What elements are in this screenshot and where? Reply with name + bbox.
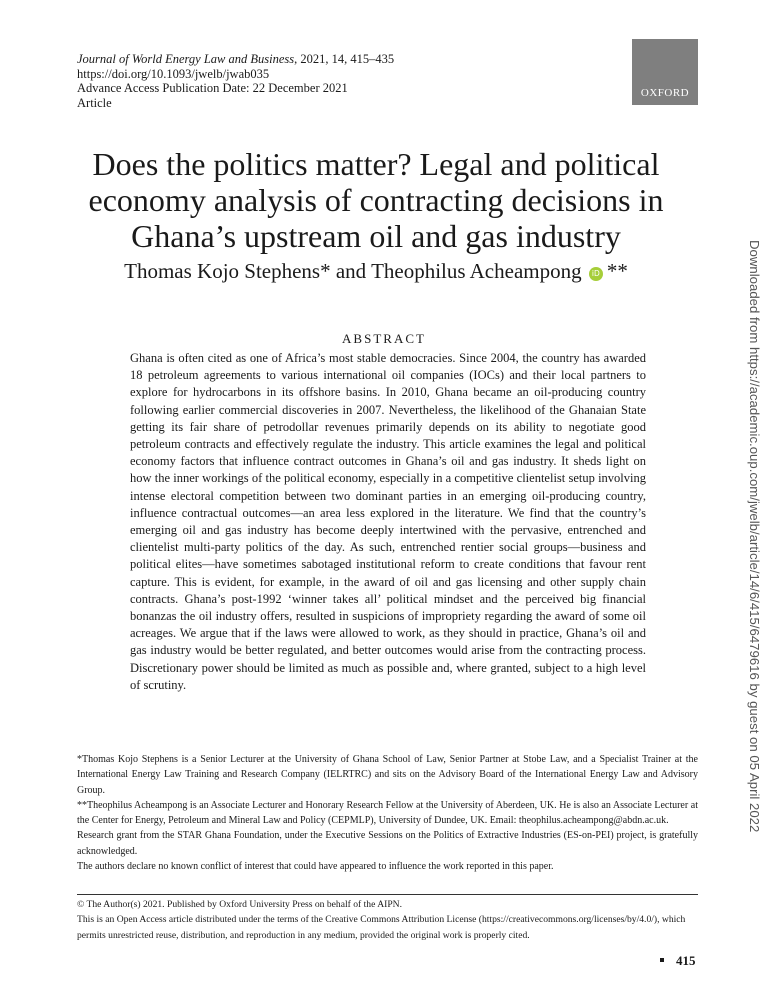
doi-link[interactable]: https://doi.org/10.1093/jwelb/jwab035 xyxy=(77,66,270,81)
journal-name: Journal of World Energy Law and Business xyxy=(77,52,295,66)
footnote: The authors declare no known conflict of interest that could have appeared to influence the work reported in this paper. xyxy=(77,861,554,873)
orcid-icon[interactable]: iD xyxy=(589,267,603,281)
author-name: Theophilus Acheampong xyxy=(371,259,582,283)
copyright-line: © The Author(s) 2021. Published by Oxford University Press on behalf of the AIPN. xyxy=(77,899,403,910)
article-title: Does the politics matter? Legal and political economy analysis of contracting decisions in Ghana’s upstream oil and gas industry xyxy=(88,146,664,254)
footnotes xyxy=(77,752,698,874)
article-type: Article xyxy=(77,95,112,110)
license-block xyxy=(77,897,698,943)
footnote: **Theophilus Acheampong is an Associate Lecturer and Honorary Research Fellow at the University of Aberdeen, UK. He is also an Associate Lecturer at the Center for Energy, Petroleum and Mineral Law and Policy (CEPMLP), University of Dundee, UK. Email: theophilus.acheampong@abdn.ac.uk. xyxy=(77,799,698,827)
author-name: Thomas Kojo Stephens* xyxy=(124,259,331,283)
page-number-value: 415 xyxy=(676,953,696,968)
advance-access-date: Advance Access Publication Date: 22 December 2021 xyxy=(77,81,348,95)
journal-citation xyxy=(77,52,394,67)
page-number xyxy=(660,953,696,969)
publisher-logo: OXFORD xyxy=(632,39,698,105)
footnote: *Thomas Kojo Stephens is a Senior Lecturer at the University of Ghana School of Law, Senior Partner at Stobe Law, and a Specialist Trainer at the International Energy Law Training and Research Company (IELRTRC) and sits on the Advisory Board of the International Energy Law and Advisory Group. xyxy=(77,754,698,796)
journal-meta xyxy=(77,52,394,110)
license-text: This is an Open Access article distributed under the terms of the Creative Commons Attribution License (https://creativecommons.org/licenses/by/4.0/), which permits unrestricted reuse, distribution, and reproduction in any medium, provided the original work is properly cited. xyxy=(77,914,686,941)
divider xyxy=(77,894,698,895)
download-watermark: Downloaded from https://academic.oup.com/jwelb/article/14/6/415/6479616 by guest on 05 April 2022 xyxy=(747,240,762,833)
journal-volume-pages: , 2021, 14, 415–435 xyxy=(294,52,395,66)
author-separator: and xyxy=(330,259,372,283)
abstract-text: Ghana is often cited as one of Africa’s most stable democracies. Since 2004, the country has awarded 18 petroleum agreements to various international oil companies (IOCs) and their local partners to explore for hydrocarbons in its offshore basins. In 2010, Ghana became an oil-producing country following earlier commercial discoveries in 2007. Nevertheless, the likelihood of the Ghanaian State getting its fair share of petrodollar revenues primarily depends on its ability to negotiate good petroleum contracts and effectively regulate the industry. This article examines the legal and political economy factors that influence contract outcomes in Ghana’s oil and gas industry. It sheds light on how the inner workings of the political economy, especially in a competitive clientelist setup involving intense electoral competition between two dominant parties in an emerging oil-producing country, influence contractual outcomes—an area less explored in the literature. We find that the country’s emerging oil and gas industry has become deeply intertwined with the pervasive, entrenched and clientelist multi-party politics of the day. As such, entrenched rentier social groups—business and political elites—have sometimes sabotaged institutional reform to create conditions that favour rent capture. This is evident, for example, in the award of oil and gas licensing and other supply chain contracts. Ghana’s post-1992 ‘winner takes all’ political mindset and the perceived big financial bonanzas the oil industry offers, resulted in suspicions of impropriety regarding the award of some oil acreages. We argue that if the laws were allowed to work, as they should in practice, Ghana’s oil and gas industry would be better regulated, and better outcomes would arise from the contracting process. Discretionary power should be limited as much as possible and, where granted, subject to a high level of scrutiny. xyxy=(130,351,646,692)
author-line xyxy=(60,258,692,284)
author-footnote-mark: ** xyxy=(606,259,628,283)
bullet-icon xyxy=(660,958,664,962)
footnote: Research grant from the STAR Ghana Foundation, under the Executive Sessions on the Politics of Extractive Industries (ES-on-PEI) project, is gratefully acknowledged. xyxy=(77,830,698,857)
abstract-heading: ABSTRACT xyxy=(342,331,426,346)
